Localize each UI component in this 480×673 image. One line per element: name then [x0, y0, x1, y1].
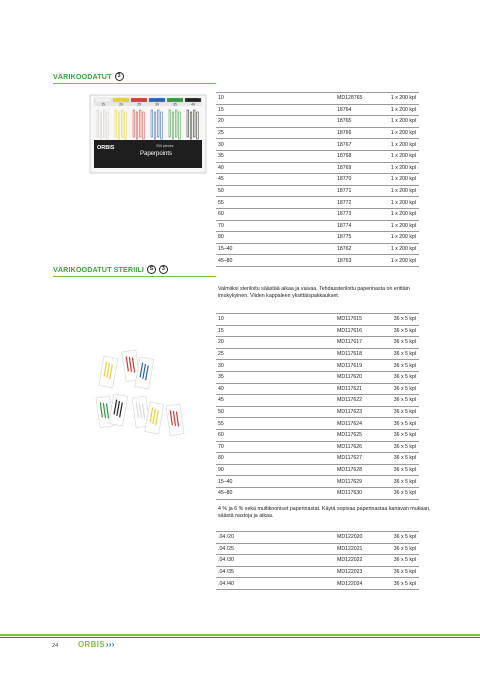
article-number-cell: MD122023: [335, 566, 381, 578]
article-number-cell: MD117629: [335, 476, 381, 488]
spec-table-sterile: [216, 313, 419, 500]
article-number-cell: MD117619: [335, 360, 381, 372]
size-cell: 45–80: [216, 487, 335, 499]
paperpoints-box-image: [88, 93, 208, 175]
package-cell: 36 x 5 kpl: [381, 453, 419, 465]
blister-pack: [166, 404, 184, 436]
article-number-cell: MD122022: [335, 555, 381, 567]
sterile-badge-icon: S: [147, 265, 156, 274]
article-number-cell: MD122024: [335, 578, 381, 590]
article-number-cell: MD117628: [335, 464, 381, 476]
package-cell: 36 x 5 kpl: [381, 555, 419, 567]
logo-text: ORBIS: [78, 640, 105, 649]
color-code-swatch: [185, 98, 201, 102]
package-cell: 36 x 5 kpl: [381, 464, 419, 476]
paper-point: [133, 110, 135, 137]
package-cell: 36 x 5 kpl: [381, 337, 419, 349]
size-cell: 20: [216, 337, 335, 349]
package-cell: 36 x 5 kpl: [381, 487, 419, 499]
package-cell: 36 x 5 kpl: [381, 348, 419, 360]
table-row: [216, 93, 419, 105]
color-code-swatch: [149, 98, 165, 102]
article-number-cell: MD128765: [335, 93, 381, 105]
box-count: 200 pieces: [156, 144, 174, 148]
paper-point: [97, 110, 99, 137]
size-cell: 35: [216, 371, 335, 383]
color-code-swatch: [131, 98, 147, 102]
package-cell: 1 x 200 kpl: [381, 174, 419, 186]
color-code-swatch: [113, 98, 129, 102]
package-cell: 36 x 5 kpl: [381, 532, 419, 544]
paper-point: [193, 110, 195, 137]
size-cell: .04 /40: [216, 578, 335, 590]
package-cell: 36 x 5 kpl: [381, 476, 419, 488]
paper-point: [169, 110, 171, 137]
paper-point: [139, 110, 141, 137]
size-cell: 70: [216, 220, 335, 232]
article-number-cell: 18764: [335, 104, 381, 116]
table-row: [216, 162, 419, 174]
size-cell: 70: [216, 441, 335, 453]
box-product: Paperpoints: [140, 151, 173, 157]
section-title-text: VÄRIKOODATUT: [53, 72, 112, 81]
size-cell: 15–40: [216, 476, 335, 488]
table-row: [216, 174, 419, 186]
article-number-cell: MD117617: [335, 337, 381, 349]
package-cell: 36 x 5 kpl: [381, 406, 419, 418]
footer-rule: [0, 634, 480, 636]
article-number-cell: MD117626: [335, 441, 381, 453]
article-number-cell: 18763: [335, 255, 381, 267]
size-cell: 50: [216, 406, 335, 418]
table-row: [216, 441, 419, 453]
paper-point: [151, 110, 153, 137]
color-code-swatch: [95, 98, 111, 102]
box-size-label: 25: [137, 102, 141, 107]
table-row: [216, 104, 419, 116]
size-cell: 35: [216, 150, 335, 162]
package-cell: 1 x 200 kpl: [381, 255, 419, 267]
size-cell: 20: [216, 116, 335, 128]
size-cell: 60: [216, 208, 335, 220]
table-row: [216, 116, 419, 128]
article-number-cell: MD117623: [335, 406, 381, 418]
paper-point: [187, 110, 189, 137]
section-title-colorcoded: [53, 72, 124, 81]
paper-point: [175, 110, 177, 137]
paper-point: [161, 112, 163, 139]
paper-point: [115, 110, 117, 137]
taper-description: 4 % ja 6 % sekä multikooniset paperinastat. Käytä sopivaa paperinastaa kanavan mukaan, säästä nastoja ja aikaa.: [218, 506, 431, 520]
orbis-logo: [78, 640, 115, 649]
table-row: [216, 555, 419, 567]
package-cell: 1 x 200 kpl: [381, 232, 419, 244]
size-cell: 80: [216, 232, 335, 244]
table-row: [216, 150, 419, 162]
package-cell: 36 x 5 kpl: [381, 441, 419, 453]
article-number-cell: MD117627: [335, 453, 381, 465]
table-row: [216, 243, 419, 255]
paper-point: [143, 112, 145, 139]
package-cell: 1 x 200 kpl: [381, 162, 419, 174]
box-size-label: 20: [119, 102, 123, 107]
table-row: [216, 127, 419, 139]
spec-table-colorcoded: [216, 92, 419, 267]
package-cell: 36 x 5 kpl: [381, 383, 419, 395]
table-row: [216, 532, 419, 544]
table-row: [216, 418, 419, 430]
table-row: [216, 185, 419, 197]
size-cell: 25: [216, 348, 335, 360]
package-cell: 1 x 200 kpl: [381, 104, 419, 116]
size-cell: .04 /20: [216, 532, 335, 544]
table-row: [216, 578, 419, 590]
table-row: [216, 453, 419, 465]
box-size-label: 30: [155, 102, 159, 107]
paper-point: [125, 112, 127, 139]
article-number-cell: 18769: [335, 162, 381, 174]
package-cell: 36 x 5 kpl: [381, 371, 419, 383]
paper-point: [157, 110, 159, 137]
size-cell: .04 /30: [216, 555, 335, 567]
article-number-cell: 18770: [335, 174, 381, 186]
article-number-cell: MD117625: [335, 429, 381, 441]
blister-pack: [109, 394, 128, 426]
size-cell: 45–80: [216, 255, 335, 267]
package-cell: 36 x 5 kpl: [381, 566, 419, 578]
section-rule: [53, 276, 216, 277]
article-number-cell: MD117624: [335, 418, 381, 430]
package-cell: 1 x 200 kpl: [381, 185, 419, 197]
package-cell: 36 x 5 kpl: [381, 418, 419, 430]
footer-rule-blue: [0, 637, 480, 638]
badge-icon: 3: [159, 265, 168, 274]
size-cell: 10: [216, 93, 335, 105]
table-row: [216, 220, 419, 232]
table-row: [216, 314, 419, 326]
package-cell: 1 x 200 kpl: [381, 208, 419, 220]
box-size-label: 35: [173, 102, 177, 107]
article-number-cell: 18774: [335, 220, 381, 232]
table-row: [216, 232, 419, 244]
section-rule: [53, 83, 216, 84]
article-number-cell: MD117622: [335, 395, 381, 407]
size-cell: 45: [216, 395, 335, 407]
size-cell: 60: [216, 429, 335, 441]
table-row: [216, 464, 419, 476]
size-cell: 25: [216, 127, 335, 139]
size-cell: 10: [216, 314, 335, 326]
size-cell: 80: [216, 453, 335, 465]
sterile-description: Valmiiksi steriloitu säästää aikaa ja vaivaa. Tehdassteriloitu paperinasta on erittäin imukykyinen. Viiden kappaleen yksittäispakkaukset.: [218, 286, 410, 300]
package-cell: 36 x 5 kpl: [381, 325, 419, 337]
table-row: [216, 429, 419, 441]
article-number-cell: 18771: [335, 185, 381, 197]
blister-pack: [99, 356, 118, 388]
package-cell: 36 x 5 kpl: [381, 543, 419, 555]
package-cell: 36 x 5 kpl: [381, 360, 419, 372]
paper-point: [179, 112, 181, 139]
size-cell: 90: [216, 464, 335, 476]
table-row: [216, 371, 419, 383]
paper-point: [136, 112, 138, 139]
package-cell: 36 x 5 kpl: [381, 314, 419, 326]
article-number-cell: 18773: [335, 208, 381, 220]
package-cell: 1 x 200 kpl: [381, 139, 419, 151]
article-number-cell: MD117615: [335, 314, 381, 326]
size-cell: 30: [216, 139, 335, 151]
package-cell: 36 x 5 kpl: [381, 429, 419, 441]
paper-point: [107, 112, 109, 139]
size-cell: 55: [216, 418, 335, 430]
logo-chevrons-icon: ›››: [105, 640, 115, 649]
size-cell: .04 /25: [216, 543, 335, 555]
size-cell: 40: [216, 383, 335, 395]
size-cell: 15: [216, 325, 335, 337]
section-title-sterile: [53, 265, 168, 274]
table-row: [216, 406, 419, 418]
spec-table-taper: [216, 531, 419, 590]
package-cell: 1 x 200 kpl: [381, 197, 419, 209]
size-cell: 55: [216, 197, 335, 209]
package-cell: 1 x 200 kpl: [381, 220, 419, 232]
article-number-cell: MD122021: [335, 543, 381, 555]
article-number-cell: 18766: [335, 127, 381, 139]
article-number-cell: MD117630: [335, 487, 381, 499]
sterile-blister-packs-image: [88, 348, 198, 438]
size-cell: 45: [216, 174, 335, 186]
article-number-cell: 18768: [335, 150, 381, 162]
box-size-label: 15: [101, 102, 105, 107]
size-cell: 40: [216, 162, 335, 174]
table-row: [216, 208, 419, 220]
paper-point: [190, 112, 192, 139]
table-row: [216, 487, 419, 499]
paper-point: [103, 110, 105, 137]
paper-point: [118, 112, 120, 139]
table-row: [216, 197, 419, 209]
article-number-cell: MD117620: [335, 371, 381, 383]
table-row: [216, 255, 419, 267]
table-row: [216, 139, 419, 151]
paper-point: [172, 112, 174, 139]
article-number-cell: 18765: [335, 116, 381, 128]
table-row: [216, 360, 419, 372]
size-cell: 30: [216, 360, 335, 372]
box-size-label: 40: [191, 102, 195, 107]
article-number-cell: MD117621: [335, 383, 381, 395]
table-row: [216, 325, 419, 337]
size-cell: .04 /35: [216, 566, 335, 578]
article-number-cell: 18772: [335, 197, 381, 209]
page-number: 24: [52, 643, 59, 649]
article-number-cell: MD117618: [335, 348, 381, 360]
table-row: [216, 476, 419, 488]
package-cell: 36 x 5 kpl: [381, 395, 419, 407]
size-cell: 15–40: [216, 243, 335, 255]
article-number-cell: 18775: [335, 232, 381, 244]
section-title-text: VÄRIKOODATUT STERIILI: [53, 265, 145, 274]
paper-point: [121, 110, 123, 137]
table-row: [216, 395, 419, 407]
article-number-cell: 18762: [335, 243, 381, 255]
package-cell: 1 x 200 kpl: [381, 116, 419, 128]
table-row: [216, 348, 419, 360]
badge-icon: 3: [115, 72, 124, 81]
paper-point: [154, 112, 156, 139]
package-cell: 1 x 200 kpl: [381, 243, 419, 255]
box-brand: ORBIS: [97, 145, 115, 151]
package-cell: 1 x 200 kpl: [381, 150, 419, 162]
table-row: [216, 566, 419, 578]
article-number-cell: MD122020: [335, 532, 381, 544]
package-cell: 36 x 5 kpl: [381, 578, 419, 590]
package-cell: 1 x 200 kpl: [381, 127, 419, 139]
table-row: [216, 337, 419, 349]
article-number-cell: MD117616: [335, 325, 381, 337]
color-code-swatch: [167, 98, 183, 102]
article-number-cell: 18767: [335, 139, 381, 151]
size-cell: 50: [216, 185, 335, 197]
table-row: [216, 383, 419, 395]
size-cell: 15: [216, 104, 335, 116]
paper-point: [197, 112, 199, 139]
package-cell: 1 x 200 kpl: [381, 93, 419, 105]
paper-point: [100, 112, 102, 139]
table-row: [216, 543, 419, 555]
